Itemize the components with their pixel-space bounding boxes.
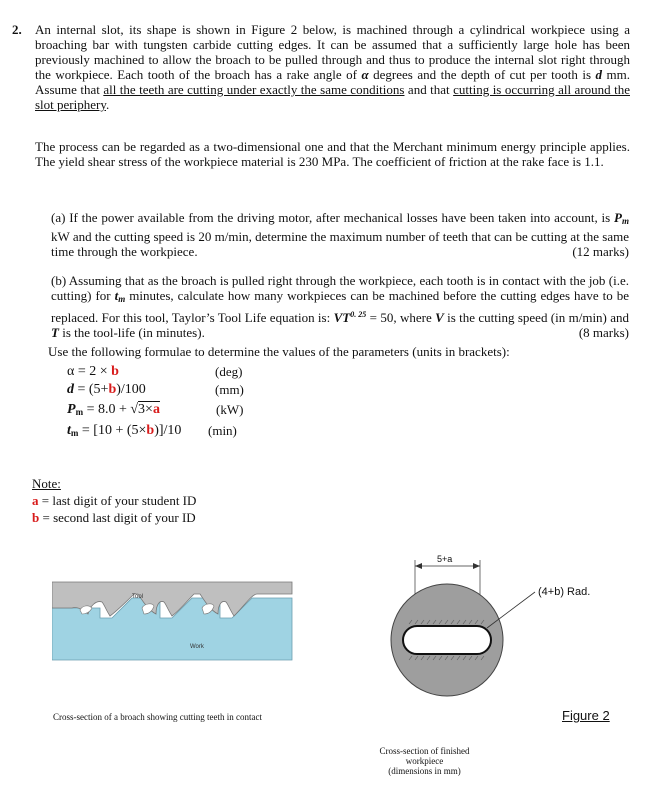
note-a-line: [32, 492, 196, 509]
formula-pm: [67, 402, 160, 420]
sqrt-radicand: [138, 402, 160, 417]
slot-outline: [403, 626, 491, 654]
formula-alpha: [67, 364, 119, 380]
formula-d-text: = (5+: [74, 382, 109, 397]
part-a-text-1: (a) If the power available from the driving motor, after mechanical losses have been taken into account, is: [51, 210, 615, 225]
work-label: Work: [190, 644, 204, 650]
note-var-a: a: [32, 493, 39, 508]
formula-tm-unit: (min): [208, 423, 237, 438]
formula-tm-sub: m: [70, 428, 79, 438]
note-b-text: = second last digit of your ID: [39, 510, 196, 525]
part-b-text-1: (b) Assuming that as the broach is pulled right through the workpiece, each tooth is in contact with the job (i.e. cutting) for: [51, 273, 629, 303]
broach-caption: Cross-section of a broach showing cutting teeth in contact: [53, 712, 262, 722]
pm-subscript: m: [621, 216, 629, 226]
alpha-symbol: α: [361, 67, 369, 82]
formulae-intro: Use the following formulae to determine the values of the parameters (units in brackets):: [48, 344, 510, 359]
tool-label: Tool: [132, 594, 144, 600]
formula-d-unit: (mm): [215, 382, 244, 397]
note-title: Note:: [32, 476, 61, 491]
v-symbol: V: [435, 310, 444, 325]
part-a-text-2: kW and the cutting speed is 20 m/min, determine the maximum number of teeth that can be cutting at the same time through the workpiece.: [51, 229, 629, 259]
formula-d-var-b: b: [108, 382, 117, 397]
workpiece-caption-line-2: (dimensions in mm): [388, 766, 461, 776]
formula-tm-var-b: b: [146, 423, 155, 438]
formula-alpha-var-b: b: [111, 364, 119, 379]
formula-d: [67, 382, 146, 398]
note-block: [32, 475, 196, 526]
underlined-assumption-2: cutting is occurring all around the slot periphery: [35, 82, 630, 112]
T-symbol: T: [51, 325, 59, 340]
part-b: [51, 273, 629, 340]
taylor-rest: = 50, where: [366, 310, 436, 325]
intro-text-1: An internal slot, its shape is shown in Figure 2 below, is machined through a cylindrical workpiece using a broaching bar with tungsten carbide cutting edges. It can be assumed that a sufficiently large hole has been previously machined to allow the broach to be pulled through and thus to produce the internal slot right through the workpiece. Each tooth of the broach has a rake angle of: [35, 22, 630, 82]
tm-symbol: t: [114, 288, 119, 303]
part-b-text-4: is the tool-life (in minutes).: [58, 325, 205, 340]
underlined-assumption-1: all the teeth are cutting under exactly the same conditions: [103, 82, 405, 97]
dim-label: 5+a: [437, 554, 453, 564]
d-symbol: d: [595, 67, 603, 82]
part-b-text-2: minutes, calculate how many workpieces can be machined before the cutting edges have to be replaced. For this tool, Taylor’s Tool Life equation is:: [51, 288, 629, 325]
formula-pm-radicand: 3×: [138, 402, 153, 417]
question-number: 2.: [12, 22, 22, 37]
sqrt-symbol: √: [130, 402, 139, 417]
figure-label: Figure 2: [562, 708, 610, 723]
formula-tm: [67, 423, 181, 441]
formula-pm-unit: (kW): [216, 402, 244, 417]
part-a: [51, 210, 629, 259]
intro-text-end: .: [106, 97, 110, 112]
workpiece-caption: [362, 746, 487, 776]
process-paragraph: The process can be regarded as a two-dimensional one and that the Merchant minimum energy principle applies. The yield shear stress of the workpiece material is 230 MPa. The coefficient of friction at the rake face is 1.1.: [35, 139, 630, 169]
formula-pm-text: = 8.0 +: [83, 402, 131, 417]
broach-figure: [52, 570, 312, 680]
dim-arrow-left: [415, 563, 422, 569]
formula-alpha-unit: (deg): [215, 364, 243, 379]
formula-pm-symbol: P: [67, 402, 76, 417]
part-b-text-3: is the cutting speed (in m/min) and: [443, 310, 630, 325]
formula-alpha-text: α = 2 ×: [67, 364, 112, 379]
workpiece-figure: [375, 550, 640, 700]
dim-arrow-right: [473, 563, 480, 569]
formula-d-end: )/100: [116, 382, 146, 397]
workpiece-caption-line-1: Cross-section of finished workpiece: [379, 746, 470, 766]
intro-text-3: mm. Assume that: [35, 67, 630, 97]
formula-tm-symbol: t: [67, 423, 71, 438]
intro-text-4: and that: [404, 82, 454, 97]
part-b-marks: (8 marks): [578, 325, 629, 340]
part-a-marks: (12 marks): [572, 244, 629, 259]
formula-d-symbol: d: [67, 382, 74, 397]
note-a-text: = last digit of your student ID: [38, 493, 197, 508]
tm-subscript: m: [118, 294, 126, 304]
pm-symbol: P: [614, 210, 622, 225]
radius-label: [538, 586, 590, 598]
formula-pm-sub: m: [75, 407, 84, 417]
taylor-vt: VT: [333, 310, 351, 325]
note-var-b: b: [32, 510, 40, 525]
formula-tm-text: = [10 + (5×: [78, 423, 147, 438]
note-b-line: [32, 509, 196, 526]
radius-label-text: (4+b) Rad.: [538, 586, 591, 598]
intro-text-2: degrees and the depth of cut per tooth is: [368, 67, 596, 82]
formula-pm-var-a: a: [152, 402, 160, 417]
question-intro: [35, 22, 630, 112]
formula-tm-end: )]/10: [154, 423, 182, 438]
taylor-exponent: 0. 25: [350, 310, 367, 319]
